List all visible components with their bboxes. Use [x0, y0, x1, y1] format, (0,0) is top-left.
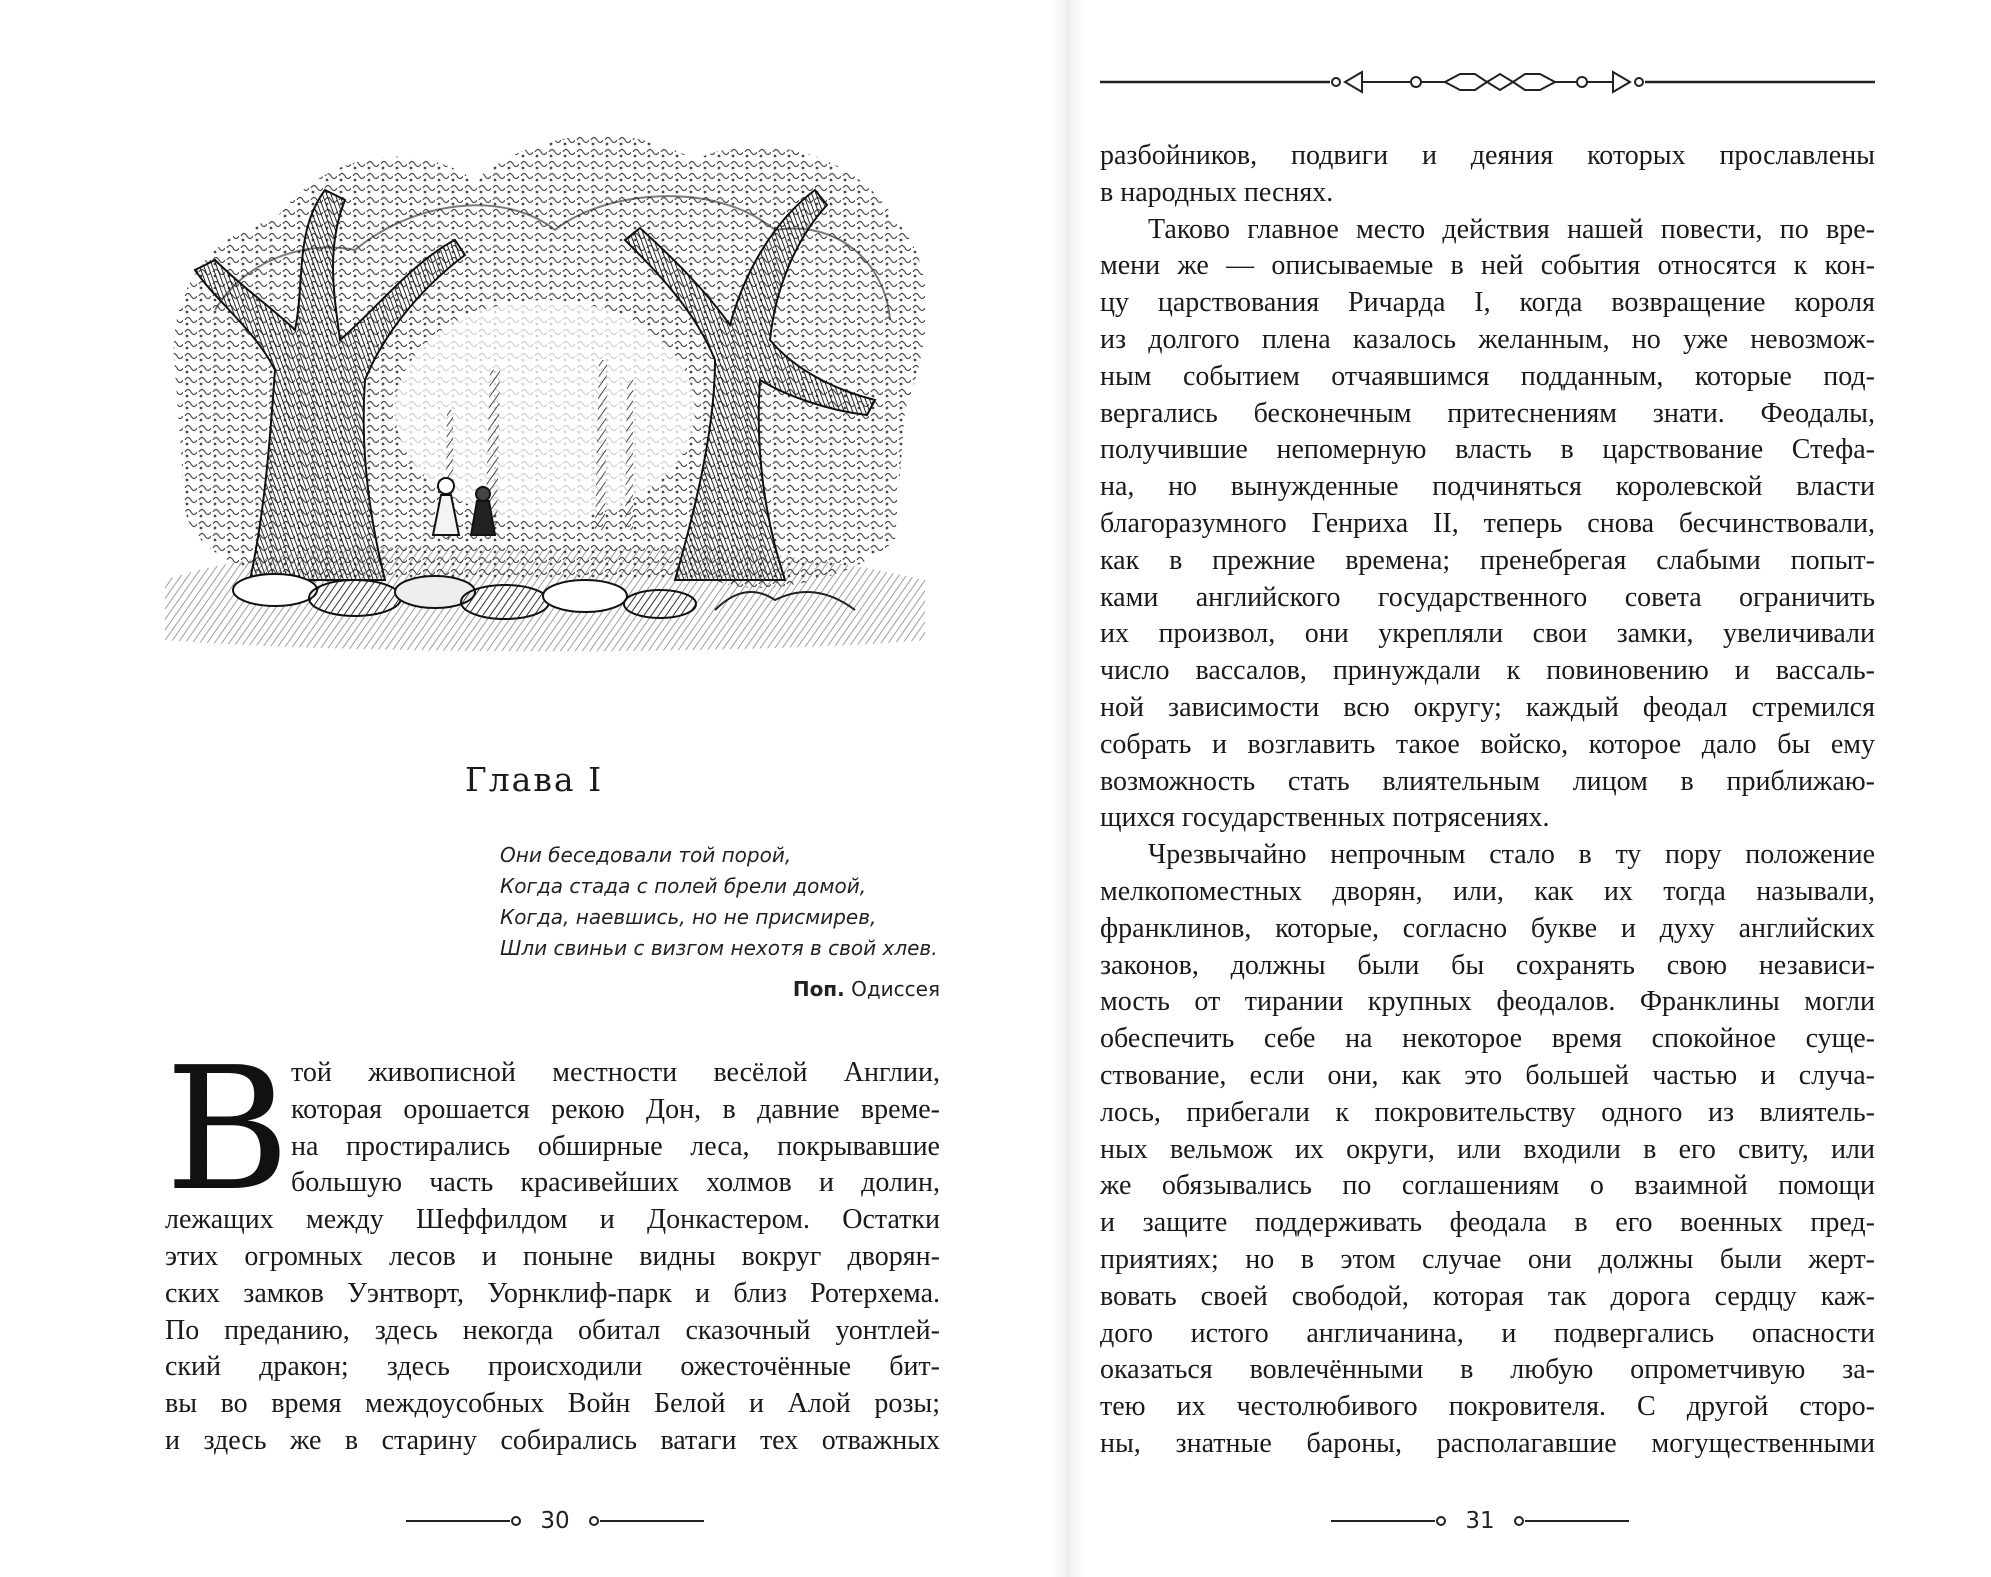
folio-rule-icon [406, 1514, 526, 1528]
left-body-text [165, 1031, 940, 1460]
folio-rule-icon [1509, 1514, 1629, 1528]
page-number: 30 [540, 1508, 570, 1534]
text-line: число вассалов, принуждали к повиновению и вассаль- [1100, 655, 1875, 687]
text-line: ным событием отчаявшимся подданным, которые под- [1100, 360, 1875, 392]
text-line: По преданию, здесь некогда обитал сказочный уонтлей- [165, 1314, 940, 1346]
right-body-text [1100, 138, 1875, 1463]
text-line: лось, прибегали к покровительству одного из влиятель- [1100, 1096, 1875, 1128]
text-line: из долгого плена казалось желанным, но уже невозмож- [1100, 323, 1875, 355]
page-number-right [1310, 1506, 1650, 1536]
text-line: ной зависимости всю округу; каждый феодал стремился [1100, 691, 1875, 723]
text-line: дого истого англичанина, и подвергались опасности [1100, 1317, 1875, 1349]
epigraph-author: Поп. [792, 977, 845, 1001]
chapter-title: Глава I [464, 760, 604, 799]
text-line: ский дракон; здесь происходили ожесточённые бит- [165, 1351, 940, 1383]
folio-rule-icon [1331, 1514, 1451, 1528]
text-line: разбойников, подвиги и деяния которых прославлены [1100, 140, 1875, 171]
decorative-rule-icon [1100, 62, 1875, 102]
epigraph-line: Когда, наевшись, но не присмирев, [500, 905, 877, 929]
text-line: возможность стать влиятельным лицом в приближаю- [1100, 765, 1875, 797]
text-line: на простирались обширные леса, покрывавшие [291, 1130, 940, 1162]
text-line: мость от тирании крупных феодалов. Франклины могли [1100, 986, 1875, 1018]
page-number: 31 [1465, 1508, 1495, 1534]
epigraph-attribution [793, 977, 940, 1001]
text-line: ками английского государственного совета ограничить [1100, 581, 1875, 613]
text-line: ствование, если они, как это большей частью и случа- [1100, 1059, 1875, 1091]
text-line: благоразумного Генриха II, теперь снова бесчинствовали, [1100, 507, 1875, 539]
text-line: щихся государственных потрясениях. [1100, 802, 1550, 834]
epigraph-line: Когда стада с полей брели домой, [500, 874, 867, 898]
text-line: вовать своей свободой, которая так дорога сердцу каж- [1100, 1280, 1875, 1312]
folio-rule-icon [584, 1514, 704, 1528]
text-line: большую часть красивейших холмов и долин, [291, 1167, 940, 1199]
epigraph-work: Одиссея [851, 977, 940, 1001]
text-line: в народных песнях. [1100, 176, 1334, 208]
text-line: цу царствования Ричарда I, когда возвращение короля [1100, 287, 1875, 319]
text-line: их произвол, они укрепляли свои замки, увеличивали [1100, 618, 1875, 650]
page-number-left [390, 1506, 720, 1536]
forest-engraving-icon [155, 110, 935, 670]
text-line: оказаться вовлечёнными в любую опрометчивую за- [1100, 1354, 1875, 1386]
text-line: франклинов, которые, согласно букве и духу английских [1100, 912, 1875, 944]
text-line: на, но вынужденные подчиняться королевской власти [1100, 471, 1875, 503]
epigraph [500, 840, 940, 964]
text-line: Таково главное место действия нашей повести, по вре- [1148, 213, 1875, 245]
text-line: мелкопоместных дворян, или, как их тогда называли, [1100, 875, 1875, 907]
epigraph-line: Шли свиньи с визгом нехотя в свой хлев. [500, 936, 938, 960]
text-line: ских замков Уэнтворт, Уорнклиф-парк и близ Ротерхема. [165, 1277, 940, 1309]
text-line: вы во время междоусобных Войн Белой и Алой розы; [165, 1388, 940, 1420]
text-line: которая орошается рекою Дон, в давние време- [291, 1093, 940, 1125]
text-line: же обязывались по соглашениям о взаимной помощи [1100, 1170, 1875, 1202]
drop-cap: В [165, 1031, 290, 1229]
book-gutter [1052, 0, 1084, 1577]
text-line: законов, должны были бы сохранять свою независи- [1100, 949, 1875, 981]
epigraph-line: Они беседовали той порой, [500, 843, 792, 867]
text-line: лежащих между Шеффилдом и Донкастером. Остатки [165, 1204, 940, 1236]
text-line: собрать и возглавить такое войско, которое дало бы ему [1100, 728, 1875, 760]
text-line: этих огромных лесов и поныне видны вокруг дворян- [165, 1240, 940, 1272]
text-line: обеспечить себе на некоторое время спокойное суще- [1100, 1023, 1875, 1055]
text-line: мени же — описываемые в ней события относятся к кон- [1100, 250, 1875, 282]
text-line: приятиях; но в этом случае они должны были жерт- [1100, 1243, 1875, 1275]
text-line: и здесь же в старину собирались ватаги тех отважных [165, 1424, 940, 1456]
text-line: получившие непомерную власть в царствование Стефа- [1100, 434, 1875, 466]
text-line: той живописной местности весёлой Англии, [291, 1057, 940, 1088]
text-line: и защите поддерживать феодала в его военных пред- [1100, 1207, 1875, 1239]
text-line: ны, знатные бароны, располагавшие могущественными [1100, 1427, 1875, 1459]
text-line: тею их честолюбивого покровителя. С другой сторо- [1100, 1391, 1875, 1423]
text-line: Чрезвычайно непрочным стало в ту пору положение [1148, 839, 1875, 871]
text-line: как в прежние времена; пренебрегая слабыми попыт- [1100, 544, 1875, 576]
text-line: вергались бесконечным притеснениям знати. Феодалы, [1100, 397, 1875, 429]
text-line: ных вельмож их округи, или входили в его свиту, или [1100, 1133, 1875, 1165]
